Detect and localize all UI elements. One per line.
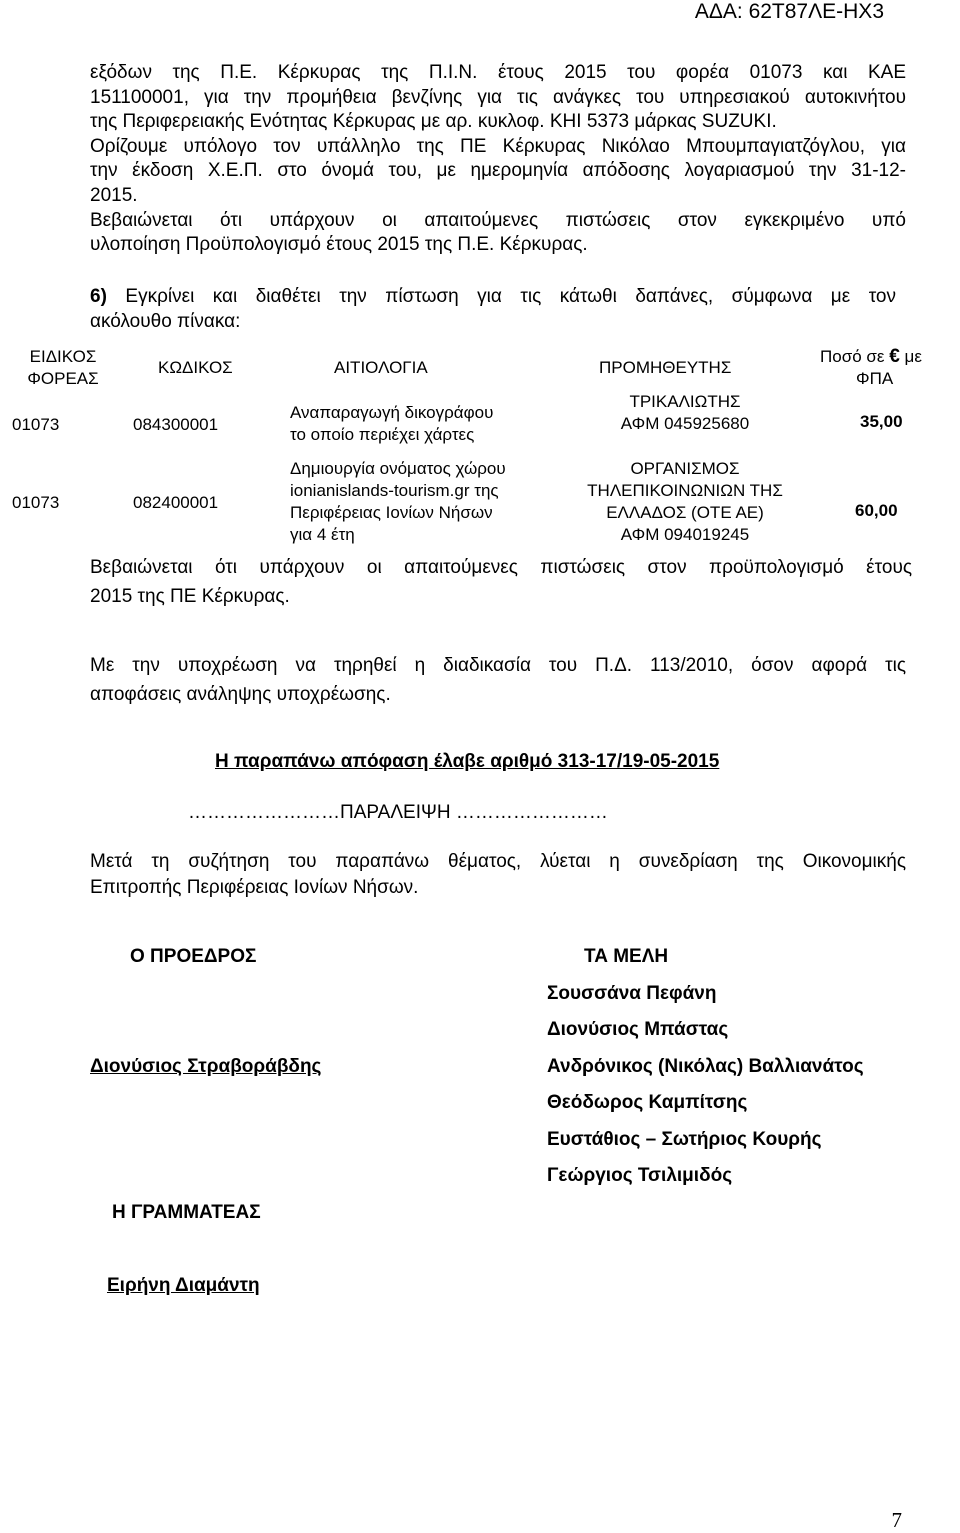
header-amount: Ποσό σε € με ΦΠΑ: [820, 346, 922, 388]
intro-line: εξόδων της Π.Ε. Κέρκυρας της Π.Ι.Ν. έτους 2015 του φορέα 01073 και ΚΑΕ: [90, 62, 906, 83]
cell-code: 084300001: [133, 415, 219, 434]
member-name: Γεώργιος Τσιλιμιδός: [547, 1165, 733, 1186]
cell-amount: 60,00: [855, 501, 898, 520]
president-title: Ο ΠΡΟΕΔΡΟΣ: [130, 946, 257, 967]
intro-line: 151100001, για την προμήθεια βενζίνης για τις ανάγκες του υπηρεσιακού αυτοκινήτου: [90, 86, 906, 108]
members-title: ΤΑ ΜΕΛΗ: [584, 946, 669, 967]
euro-icon: €: [889, 346, 900, 367]
intro-line: της Περιφερειακής Ενότητας Κέρκυρας με αρ. κυκλοφ. ΚΗΙ 5373 μάρκας SUZUKI.: [90, 111, 777, 133]
header-code: ΚΩΔΙΚΟΣ: [158, 358, 233, 377]
verify-paragraph: Βεβαιώνεται ότι υπάρχουν οι απαιτούμενες πιστώσεις στον προϋπολογισμό έτους 2015 της ΠΕ Κέρκυρας.: [90, 557, 912, 607]
obligation-paragraph: Με την υποχρέωση να τηρηθεί η διαδικασία του Π.Δ. 113/2010, όσον αφορά τις αποφάσεις ανάληψης υποχρέωσης.: [90, 655, 906, 705]
member-name: Ευστάθιος – Σωτήριος Κουρής: [547, 1129, 822, 1150]
cell-amount: 35,00: [860, 412, 903, 431]
header-forea: ΕΙΔΙΚΟΣ ΦΟΡΕΑΣ: [27, 347, 99, 388]
cell-reason: Αναπαραγωγή δικογράφου το οποίο περιέχει χάρτες: [290, 403, 494, 444]
ada-code: ΑΔΑ: 62Τ87ΛΕ-ΗΧ3: [694, 0, 884, 23]
page-number: 7: [891, 1508, 902, 1532]
intro-line: την έκδοση Χ.Ε.Π. στο όνομά του, με ημερομηνία απόδοσης λογαριασμού την 31-12-: [90, 160, 906, 182]
member-name: Διονύσιος Μπάστας: [547, 1019, 729, 1040]
secretary-title: Η ΓΡΑΜΜΑΤΕΑΣ: [112, 1202, 261, 1223]
cell-supplier: ΟΡΓΑΝΙΣΜΟΣ ΤΗΛΕΠΙΚΟΙΝΩΝΙΩΝ ΤΗΣ ΕΛΛΑΔΟΣ (ΟΤΕ ΑΕ) ΑΦΜ 094019245: [587, 459, 783, 544]
item-6-number: 6): [90, 286, 107, 307]
credits-table: [0, 0, 960, 560]
intro-line: Ορίζουμε υπόλογο τον υπάλληλο της ΠΕ Κέρκυρας Νικόλαο Μπουμπαγιατζόγλου, για: [90, 135, 906, 157]
cell-code: 082400001: [133, 493, 219, 512]
member-name: Σουσσάνα Πεφάνη: [547, 983, 717, 1004]
header-reason: ΑΙΤΙΟΛΟΓΙΑ: [334, 358, 428, 377]
omission-note: ……………………ΠΑΡΑΛΕΙΨΗ ……………………: [188, 802, 608, 823]
president-name: Διονύσιος Στραβοράβδης: [90, 1056, 322, 1077]
secretary-name: Ειρήνη Διαμάντη: [107, 1275, 260, 1296]
verify-line: υλοποίηση Προϋπολογισμό έτους 2015 της Π.Ε. Κέρκυρας.: [90, 234, 588, 256]
cell-forea: 01073: [12, 415, 60, 434]
cell-supplier: ΤΡΙΚΑΛΙΩΤΗΣ ΑΦΜ 045925680: [620, 392, 750, 433]
header-supplier: ΠΡΟΜΗΘΕΥΤΗΣ: [599, 358, 732, 377]
decision-number: Η παραπάνω απόφαση έλαβε αριθμό 313-17/19-05-2015: [215, 751, 720, 772]
cell-forea: 01073: [12, 493, 60, 512]
member-name: Θεόδωρος Καμπίτσης: [547, 1092, 748, 1113]
item-6-text-cont: ακόλουθο πίνακα:: [90, 311, 241, 332]
member-name: Ανδρόνικος (Νικόλας) Βαλλιανάτος: [547, 1056, 864, 1077]
verify-line: Βεβαιώνεται ότι υπάρχουν οι απαιτούμενες πιστώσεις στον εγκεκριμένο υπό: [90, 209, 906, 231]
cell-reason: Δημιουργία ονόματος χώρου ionianislands-tourism.gr της Περιφέρειας Ιονίων Νήσων για 4 έτη: [290, 459, 506, 544]
item-6-text: Εγκρίνει και διαθέτει την πίστωση για τις κάτωθι δαπάνες, σύμφωνα με τον: [125, 286, 896, 307]
intro-line: 2015.: [90, 184, 138, 206]
closing-paragraph: Μετά τη συζήτηση του παραπάνω θέματος, λύεται η συνεδρίαση της Οικονομικής Επιτροπής Περιφέρειας Ιονίων Νήσων.: [90, 851, 906, 898]
